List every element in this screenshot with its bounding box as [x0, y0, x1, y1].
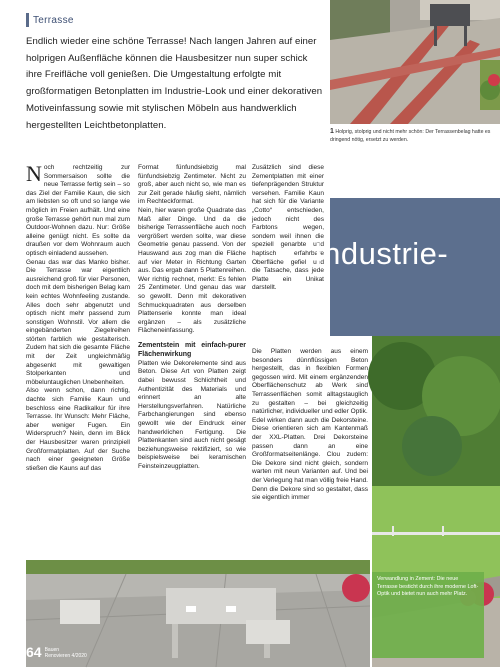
top-photo-caption: [330, 128, 498, 144]
paragraph-text: och rechtzeitig zur Sommersaison sollte die neue Terrasse fertig sein – so das Ziel der Familie Kaun, die sich am liebsten so oft und so lange wie möglich im Freien aufhält. Und eine große Terrasse gehört nun mal zum Outdoor-Wohnen dazu. Nur: Größe alleine genügt nicht. Es sollte da draußen vor dem Wohnraum auch optisch einladend aussehen.: [26, 164, 130, 257]
drop-cap: N: [26, 161, 42, 186]
magazine-issue: Renovieren 4/2020: [44, 653, 87, 659]
caption-text: Holprig, stolprig und nicht mehr schön: Der Terrassenbelag hatte es dringend nötig, ersetzt zu werden.: [330, 129, 491, 143]
subheading: Zementstein mit einfach-purer Flächenwirkung: [138, 341, 246, 358]
paragraph: Also wenn schon, dann richtig, dachte sich Familie Kaun und beschloss eine Radikalkur für ihre Terrasse. Ihr Wunsch: Mehr Fläche, aber weniger Fugen. Ein Widerspruch? Nein, denn im Blick der Hausbesitzer waren prinzipiell Großformatplatten. Auf der Suche nach einer geeigneten Größe stießen die Kauns auf das: [26, 387, 130, 472]
paragraph: Format fünfundsiebzig mal fünfundsiebzig Zentimeter. Nicht zu groß, aber auch nicht so, wie man es zur Zeit gerade häufig sieht, nämlich im Rechteckformat.: [138, 164, 246, 206]
headline: Industrie-: [314, 236, 449, 271]
paragraph: Nein, hier waren große Quadrate das Maß aller Dinge. Und da die bisherige Terrassenfläche auch noch vergrößert werden sollte, war diese Geometrie genau passend. Von der Hauswand aus zog man die Fläche auf vier Meter in Richtung Garten aus. Das ergab dann 5 Plattenreihen. Wer richtig rechnet, merkt: Es fehlen 25 Zentimeter. Und genau das war so gewollt. Denn mit dekorativen Schmuckquadraten aus derselben Plattenserie konnte man ideal ergänzen – als zusätzliche Flächeneinfassung.: [138, 206, 246, 335]
paragraph: Genau das war das Manko bisher. Die Terrasse war eigentlich ausreichend groß für vier Personen, doch mit dem bisherigen Belag kam kein echtes Wohnfeeling zustande. Alles doch sehr abgenutzt und optisch nicht mehr passend zum sonstigen Wohnstil. Vor allem die eingebänderten Ziegelreihen störten farblich wie gestalterisch. Zudem hat sich die gesamte Fläche mit der Zeit ungleichmäßig abgesenkt mit gewaltigen Stolperkanten und möbeluntauglichen Unebenheiten.: [26, 258, 130, 386]
section-bar: [26, 13, 29, 27]
caption-number: 1: [330, 128, 334, 135]
paragraph: Platten wie Dekorelemente sind aus Beton. Diese Art von Platten zeigt dabei bewusst Schlichtheit und Authentizität des Materials und erinnert an alte Herstellungsverfahren. Natürliche Farbchangierungen sind ebenso gewollt wie der Eindruck einer handwerklichen Fertigung. Die Plattenkanten sind auch nicht gesägt beziehungsweise rektifiziert, so wie beispielsweise bei keramischen Feinsteinzeugplatten.: [138, 359, 246, 470]
terrace-before-photo: [330, 0, 500, 124]
magazine-name: [45, 647, 87, 659]
paragraph: [26, 161, 130, 259]
paragraph: Zusätzlich sind diese Zementplatten mit einer tiefenprägenden Struktur versehen. Familie Kaun hat sich für die Variante „Cotto“ entschieden, jedoch nicht des Farbtons wegen, sondern weil ihnen die speziell genarbte und haptisch erfahrbare Oberfläche gefiel und die Tatsache, dass jede Platte ein Unikat darstellt.: [252, 164, 324, 292]
section-label: Terrasse: [33, 14, 74, 26]
magazine-title: Bauen: [44, 647, 60, 653]
headline-box: [314, 198, 500, 336]
lead-paragraph: Endlich wieder eine schöne Terrasse! Nach langen Jahren auf einer holprigen Außenfläche können die Hausbesitzer nun super schick ihre Freifläche voll genießen. Die Umgestaltung erfolgte mit großformatigen Betonplatten im Industrie-Look und einer dekorativen Motiveinfassung sowie mit stylischen Möbeln aus handwerklich hergestellten Leichtbetonplatten.: [26, 36, 323, 131]
page-number: 64: [26, 644, 42, 660]
section-tag: [26, 13, 74, 27]
body-column-1: [26, 161, 130, 473]
body-column-2: [138, 164, 246, 472]
paragraph: Die Platten werden aus einem besonders dünnflüssigen Beton hergestellt, das in flexiblen Formen gegossen wird. Mit einem ergänzenden Oberflächenschutz ab Werk sind Terrassenflächen somit alltagstauglich zu gestalten – bei gleichzeitig natürlicher, individueller und edler Optik.: [252, 348, 368, 416]
body-column-3: [252, 164, 324, 293]
page-footer: [26, 645, 87, 659]
paragraph: Edel wirken dann auch die Dekorsteine. Diese orientieren sich am Kantenmaß der XXL-Platten. Drei Dekorsteine passen dann an eine Großformatseitenlänge. Clou zudem: Die Dekore sind nicht gleich, sondern warten mit neun Varianten auf. Und bei der Verlegung hat man völlig freie Hand. Denn die Dekore sind so gestaltet, dass sie eigentlich immer: [252, 416, 368, 502]
body-column-3-continued: [252, 348, 368, 503]
photo-caption-green: Verwandlung in Zement: Die neue Terrasse besticht durch ihre moderne Loft-Optik und bietet nun auch mehr Platz.: [372, 572, 484, 658]
